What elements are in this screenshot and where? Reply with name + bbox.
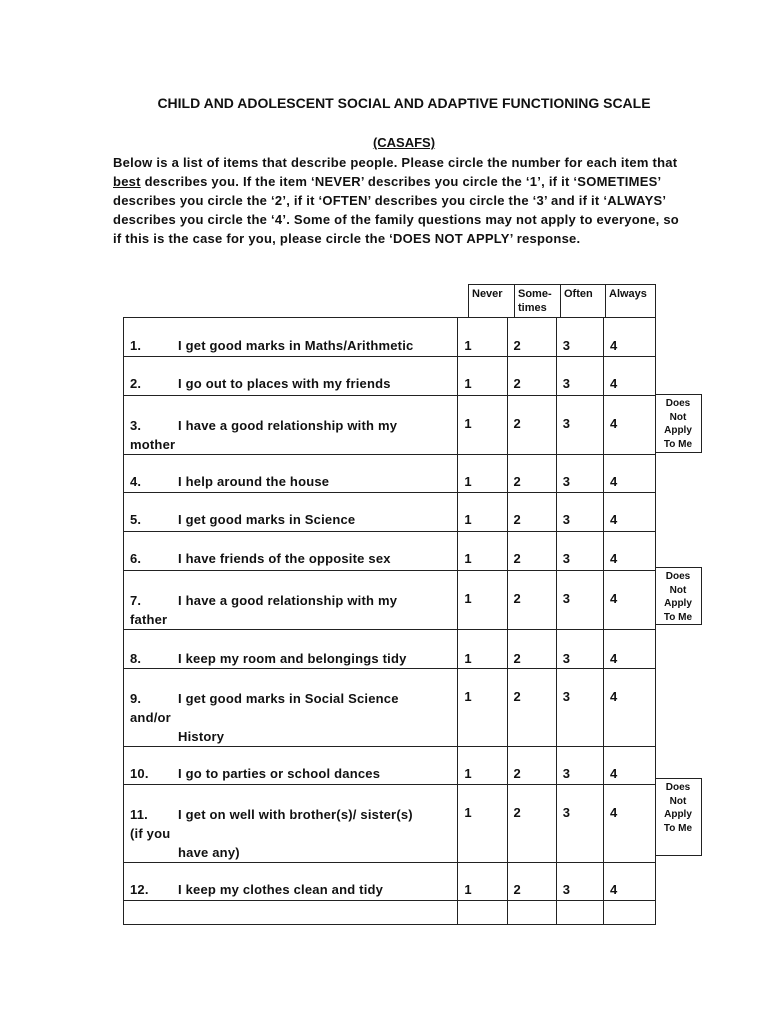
instructions-part-1: Below is a list of items that describe people. Please circle the number for each item that: [113, 155, 678, 170]
item-question: [124, 493, 458, 532]
item-text: I have a good relationship with my: [178, 593, 398, 608]
dna-line: Does: [665, 782, 691, 793]
rating-often[interactable]: 3: [556, 571, 603, 630]
instructions-emphasis: best: [113, 174, 141, 189]
rating-always[interactable]: 4: [604, 318, 656, 357]
item-number: 2.: [130, 376, 142, 391]
table-row: [124, 532, 656, 571]
rating-sometimes[interactable]: 2: [507, 532, 556, 571]
item-text-continued: father: [130, 612, 168, 627]
rating-never[interactable]: 1: [458, 532, 507, 571]
item-text: I get on well with brother(s)/ sister(s): [178, 807, 413, 822]
items-table: [123, 317, 656, 925]
rating-never[interactable]: 1: [458, 863, 507, 901]
item-text: I go to parties or school dances: [178, 766, 381, 781]
rating-often[interactable]: 3: [556, 747, 603, 785]
dna-line: Not: [669, 411, 687, 423]
item-text: I keep my clothes clean and tidy: [178, 882, 384, 897]
item-number: 8.: [130, 651, 142, 666]
item-question: [124, 396, 458, 455]
item-number: 11.: [130, 807, 148, 822]
header-sometimes-line-2: times: [518, 302, 547, 314]
table-row: [124, 669, 656, 747]
dna-line: Not: [669, 795, 687, 807]
does-not-apply-option-siblings[interactable]: [655, 778, 702, 856]
rating-always[interactable]: 4: [604, 785, 656, 863]
rating-never[interactable]: 1: [458, 785, 507, 863]
dna-line: Apply: [664, 425, 692, 436]
rating-never[interactable]: 1: [458, 357, 507, 396]
document-title: CHILD AND ADOLESCENT SOCIAL AND ADAPTIVE FUNCTIONING SCALE: [157, 95, 651, 111]
blank-cell: [458, 901, 507, 925]
item-number: 1.: [130, 338, 142, 353]
rating-often[interactable]: 3: [556, 493, 603, 532]
rating-never[interactable]: 1: [458, 455, 507, 493]
table-row: [124, 357, 656, 396]
rating-sometimes[interactable]: 2: [507, 669, 556, 747]
rating-sometimes[interactable]: 2: [507, 630, 556, 669]
instructions: [113, 153, 683, 248]
item-number: 12.: [130, 882, 149, 897]
rating-always[interactable]: 4: [604, 669, 656, 747]
table-row-blank: [124, 901, 656, 925]
dna-line: Apply: [664, 809, 692, 820]
rating-sometimes[interactable]: 2: [507, 493, 556, 532]
dna-line: Apply: [664, 598, 692, 609]
rating-often[interactable]: 3: [556, 357, 603, 396]
rating-sometimes[interactable]: 2: [507, 863, 556, 901]
item-question: [124, 357, 458, 396]
blank-cell: [507, 901, 556, 925]
header-never: Never: [469, 285, 515, 318]
item-question: [124, 669, 458, 747]
table-row: [124, 747, 656, 785]
rating-often[interactable]: 3: [556, 396, 603, 455]
rating-sometimes[interactable]: 2: [507, 318, 556, 357]
rating-often[interactable]: 3: [556, 669, 603, 747]
dna-line: Does: [665, 398, 691, 409]
item-question: [124, 318, 458, 357]
item-number: 10.: [130, 766, 149, 781]
header-sometimes: [515, 285, 561, 318]
rating-always[interactable]: 4: [604, 863, 656, 901]
item-text: I get good marks in Social Science: [178, 691, 399, 706]
item-question: [124, 863, 458, 901]
rating-always[interactable]: 4: [604, 532, 656, 571]
dna-line: Not: [669, 584, 687, 596]
rating-often[interactable]: 3: [556, 318, 603, 357]
dna-line: To Me: [663, 438, 693, 450]
document-abbreviation: (CASAFS): [372, 135, 436, 150]
item-question: [124, 455, 458, 493]
dna-line: Does: [665, 571, 691, 582]
item-text: I go out to places with my friends: [178, 376, 391, 391]
rating-sometimes[interactable]: 2: [507, 785, 556, 863]
header-sometimes-line-1: Some-: [518, 288, 552, 300]
item-number: 4.: [130, 474, 142, 489]
table-row: [124, 785, 656, 863]
item-text-continued: mother: [130, 437, 176, 452]
item-number: 5.: [130, 512, 142, 527]
rating-never[interactable]: 1: [458, 318, 507, 357]
table-row: [124, 630, 656, 669]
item-number: 9.: [130, 691, 142, 706]
rating-often[interactable]: 3: [556, 532, 603, 571]
header-always: Always: [606, 285, 656, 318]
item-number: 3.: [130, 418, 142, 433]
item-question: [124, 571, 458, 630]
item-text: I get good marks in Science: [178, 512, 356, 527]
header-often: Often: [561, 285, 606, 318]
rating-never[interactable]: 1: [458, 571, 507, 630]
item-text-continued-2: History: [178, 729, 225, 744]
item-question: [124, 747, 458, 785]
dna-line: To Me: [663, 822, 693, 834]
column-header: [468, 284, 656, 318]
rating-always[interactable]: 4: [604, 747, 656, 785]
blank-cell: [556, 901, 603, 925]
blank-cell: [124, 901, 458, 925]
instructions-part-2: describes you. If the item ‘NEVER’ describes you circle the ‘1’, if it ‘SOMETIMES’ describes you circle the ‘2’, if it ‘OFTEN’ describes you circle the ‘3’ and if it ‘ALWAYS’ describes you circle the ‘4’. Some of the family questions may not apply to everyone, so if this is the case for you, please circle the ‘DOES NOT APPLY’ response.: [113, 174, 679, 246]
rating-sometimes[interactable]: 2: [507, 396, 556, 455]
item-text-continued: and/or: [130, 710, 171, 725]
item-text: I have a good relationship with my: [178, 418, 398, 433]
item-text-continued-2: have any): [178, 845, 240, 860]
rating-always[interactable]: 4: [604, 630, 656, 669]
table-row: [124, 455, 656, 493]
item-question: [124, 785, 458, 863]
blank-cell: [604, 901, 656, 925]
item-text: I keep my room and belongings tidy: [178, 651, 407, 666]
rating-sometimes[interactable]: 2: [507, 571, 556, 630]
table-row: [124, 863, 656, 901]
item-text: I get good marks in Maths/Arithmetic: [178, 338, 414, 353]
table-row: [124, 396, 656, 455]
item-text: I help around the house: [178, 474, 330, 489]
table-row: [124, 571, 656, 630]
rating-always[interactable]: 4: [604, 571, 656, 630]
rating-never[interactable]: 1: [458, 493, 507, 532]
item-number: 7.: [130, 593, 142, 608]
dna-line: To Me: [663, 611, 693, 623]
rating-sometimes[interactable]: 2: [507, 455, 556, 493]
rating-sometimes[interactable]: 2: [507, 747, 556, 785]
rating-often[interactable]: 3: [556, 863, 603, 901]
item-question: [124, 532, 458, 571]
item-text-continued: (if you: [130, 826, 171, 841]
rating-often[interactable]: 3: [556, 785, 603, 863]
rating-never[interactable]: 1: [458, 630, 507, 669]
rating-always[interactable]: 4: [604, 455, 656, 493]
table-row: [124, 493, 656, 532]
rating-often[interactable]: 3: [556, 455, 603, 493]
item-question: [124, 630, 458, 669]
rating-always[interactable]: 4: [604, 357, 656, 396]
rating-always[interactable]: 4: [604, 493, 656, 532]
rating-never[interactable]: 1: [458, 396, 507, 455]
item-number: 6.: [130, 551, 142, 566]
rating-always[interactable]: 4: [604, 396, 656, 455]
does-not-apply-option-father[interactable]: [655, 567, 702, 625]
table-row: [124, 318, 656, 357]
rating-often[interactable]: 3: [556, 630, 603, 669]
item-text: I have friends of the opposite sex: [178, 551, 391, 566]
rating-sometimes[interactable]: 2: [507, 357, 556, 396]
rating-never[interactable]: 1: [458, 669, 507, 747]
does-not-apply-option-mother[interactable]: [655, 394, 702, 453]
rating-never[interactable]: 1: [458, 747, 507, 785]
